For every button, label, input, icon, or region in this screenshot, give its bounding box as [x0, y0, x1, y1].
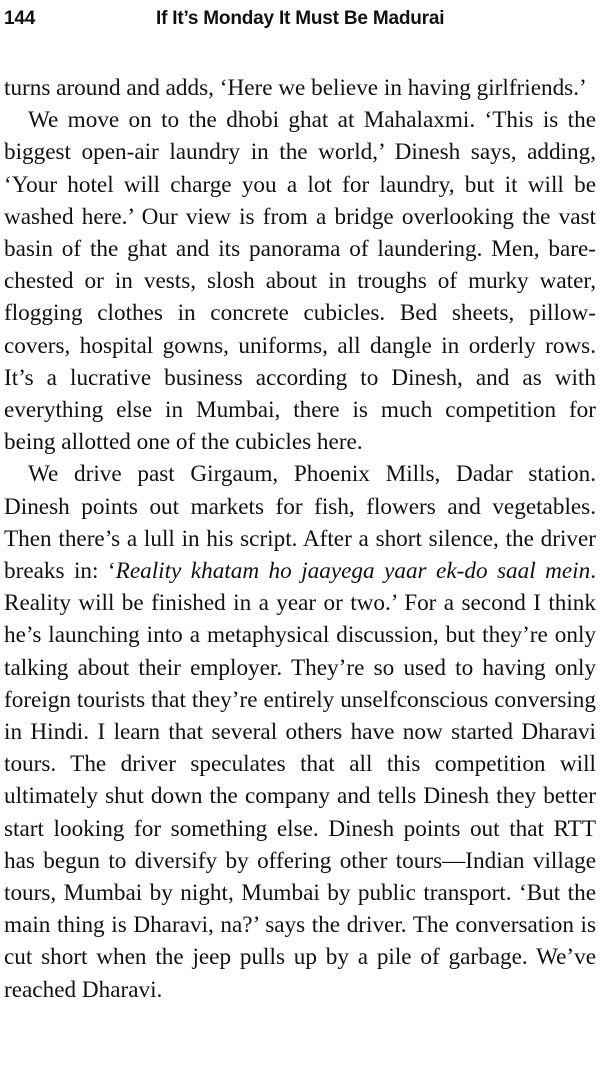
book-title: If It’s Monday It Must Be Madurai: [156, 8, 445, 29]
running-header: [4, 8, 592, 38]
body-text: [4, 72, 596, 1006]
paragraph-continued: turns around and adds, ‘Here we believe in having girlfriends.’: [4, 75, 587, 101]
paragraph-drive: [4, 458, 596, 1005]
paragraph-dhobi-ghat: We move on to the dhobi ghat at Mahalaxmi. ‘This is the biggest open-air laundry in the world,’ Dinesh says, adding, ‘Your hotel will charge you a lot for laundry, but it will be washed here.’ Our view is from a bridge overlooking the vast basin of the ghat and its panorama of laundering. Men, bare-chested or in vests, slosh about in troughs of murky water, flogging clothes in concrete cubicles. Bed sheets, pillow-covers, hospital gowns, uniforms, all dangle in orderly rows. It’s a lucrative business according to Dinesh, and as with everything else in Mumbai, there is much competition for being allotted one of the cubicles here.: [4, 107, 596, 456]
hindi-quote-italic: Reality khatam ho jaayega yaar ek-do saal mein: [115, 558, 591, 585]
paragraph-drive-text-start: We drive past Girgaum, Phoenix Mills, Dadar station. Dinesh points out markets for fish, flowers and vegetables. Then there’s a lull in his script. After a short silence, the driver breaks in: ‘: [4, 461, 596, 585]
paragraph-drive-text-end: . Reality will be finished in a year or two.’ For a second I think he’s launching into a metaphysical discussion, but they’re only talking about their employer. They’re so used to having only foreign tourists that they’re entirely unselfconscious conversing in Hindi. I learn that several others have now started Dharavi tours. The driver speculates that all this competition will ultimately shut down the company and tells Dinesh they better start looking for something else. Dinesh points out that RTT has begun to diversify by offering other tours—Indian village tours, Mumbai by night, Mumbai by public transport. ‘But the main thing is Dharavi, na?’ says the driver. The conversation is cut short when the jeep pulls up by a pile of garbage. We’ve reached Dharavi.: [4, 558, 597, 1003]
page-number: 144: [4, 8, 36, 29]
